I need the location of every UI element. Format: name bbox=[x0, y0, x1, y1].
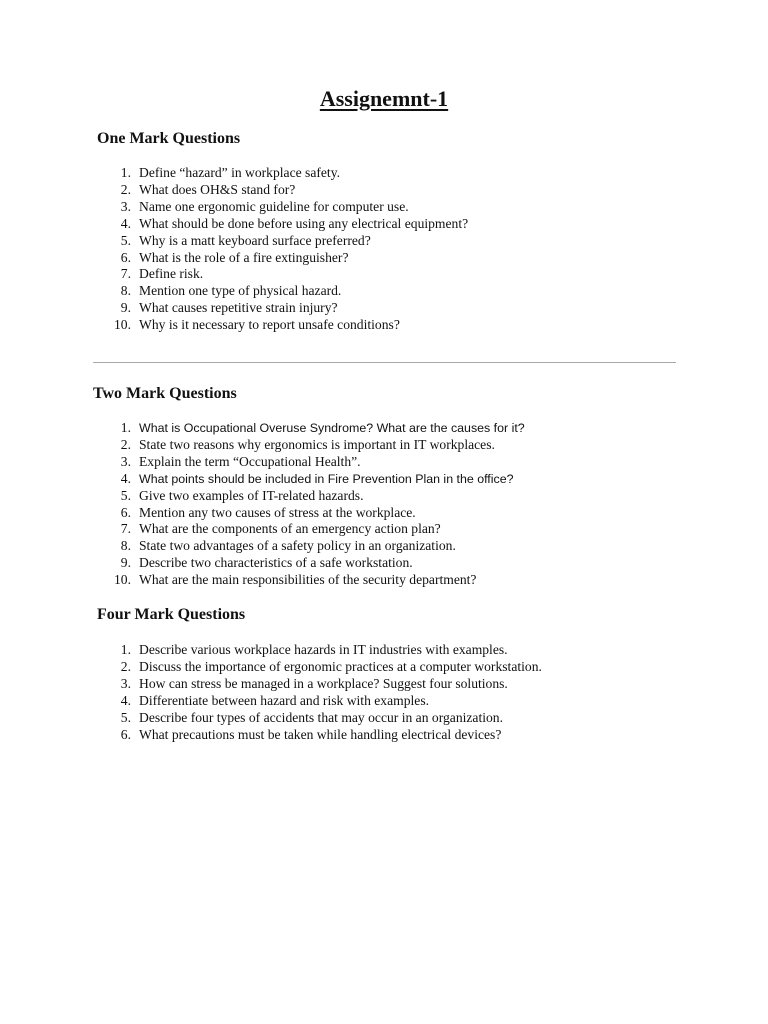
list-item: 4. What should be done before using any electrical equipment? bbox=[120, 215, 469, 231]
list-item: 4. What points should be included in Fire Prevention Plan in the office? bbox=[120, 470, 514, 486]
four-mark-question-list bbox=[110, 642, 542, 743]
list-item: 1. Define “hazard” in workplace safety. bbox=[120, 165, 341, 180]
list-item: 5. Give two examples of IT-related hazards. bbox=[120, 487, 364, 503]
section-heading-two-mark: Two Mark Questions bbox=[93, 385, 237, 402]
two-mark-question-list bbox=[110, 420, 525, 589]
list-item: 10. Why is it necessary to report unsafe conditions? bbox=[114, 317, 400, 333]
list-item: 8. Mention one type of physical hazard. bbox=[120, 283, 342, 299]
list-item: 3. Name one ergonomic guideline for computer use. bbox=[120, 198, 409, 214]
list-item: 8. State two advantages of a safety policy in an organization. bbox=[120, 538, 456, 554]
list-item: 10. What are the main responsibilities of the security department? bbox=[114, 572, 477, 588]
list-item: 6. What is the role of a fire extinguisher? bbox=[120, 249, 349, 265]
list-item: 7. Define risk. bbox=[120, 266, 204, 282]
list-item: 6. What precautions must be taken while handling electrical devices? bbox=[120, 726, 502, 742]
list-item: 5. Why is a matt keyboard surface preferred? bbox=[120, 232, 371, 248]
list-item: 4. Differentiate between hazard and risk with examples. bbox=[120, 692, 430, 708]
list-item: 6. Mention any two causes of stress at the workplace. bbox=[120, 504, 416, 520]
list-item: 3. How can stress be managed in a workplace? Suggest four solutions. bbox=[120, 675, 508, 691]
section-divider bbox=[93, 362, 676, 363]
list-item: 5. Describe four types of accidents that may occur in an organization. bbox=[120, 709, 504, 725]
document-title bbox=[0, 86, 768, 112]
section-heading-four-mark: Four Mark Questions bbox=[97, 606, 246, 623]
list-item: 3. Explain the term “Occupational Health”. bbox=[120, 453, 361, 469]
list-item: 9. What causes repetitive strain injury? bbox=[120, 300, 338, 316]
section-heading-one-mark: One Mark Questions bbox=[97, 130, 241, 147]
list-item: 9. Describe two characteristics of a safe workstation. bbox=[120, 555, 413, 571]
document-title-text: Assignemnt-1 bbox=[319, 86, 449, 111]
list-item: 2. Discuss the importance of ergonomic practices at a computer workstation. bbox=[120, 658, 542, 674]
list-item: 2. State two reasons why ergonomics is important in IT workplaces. bbox=[120, 436, 495, 452]
one-mark-question-list bbox=[110, 165, 468, 334]
list-item: 7. What are the components of an emergency action plan? bbox=[120, 521, 441, 537]
list-item: 1. What is Occupational Overuse Syndrome? What are the causes for it? bbox=[120, 420, 525, 435]
list-item: 2. What does OH&S stand for? bbox=[120, 181, 296, 197]
list-item: 1. Describe various workplace hazards in IT industries with examples. bbox=[120, 642, 508, 657]
